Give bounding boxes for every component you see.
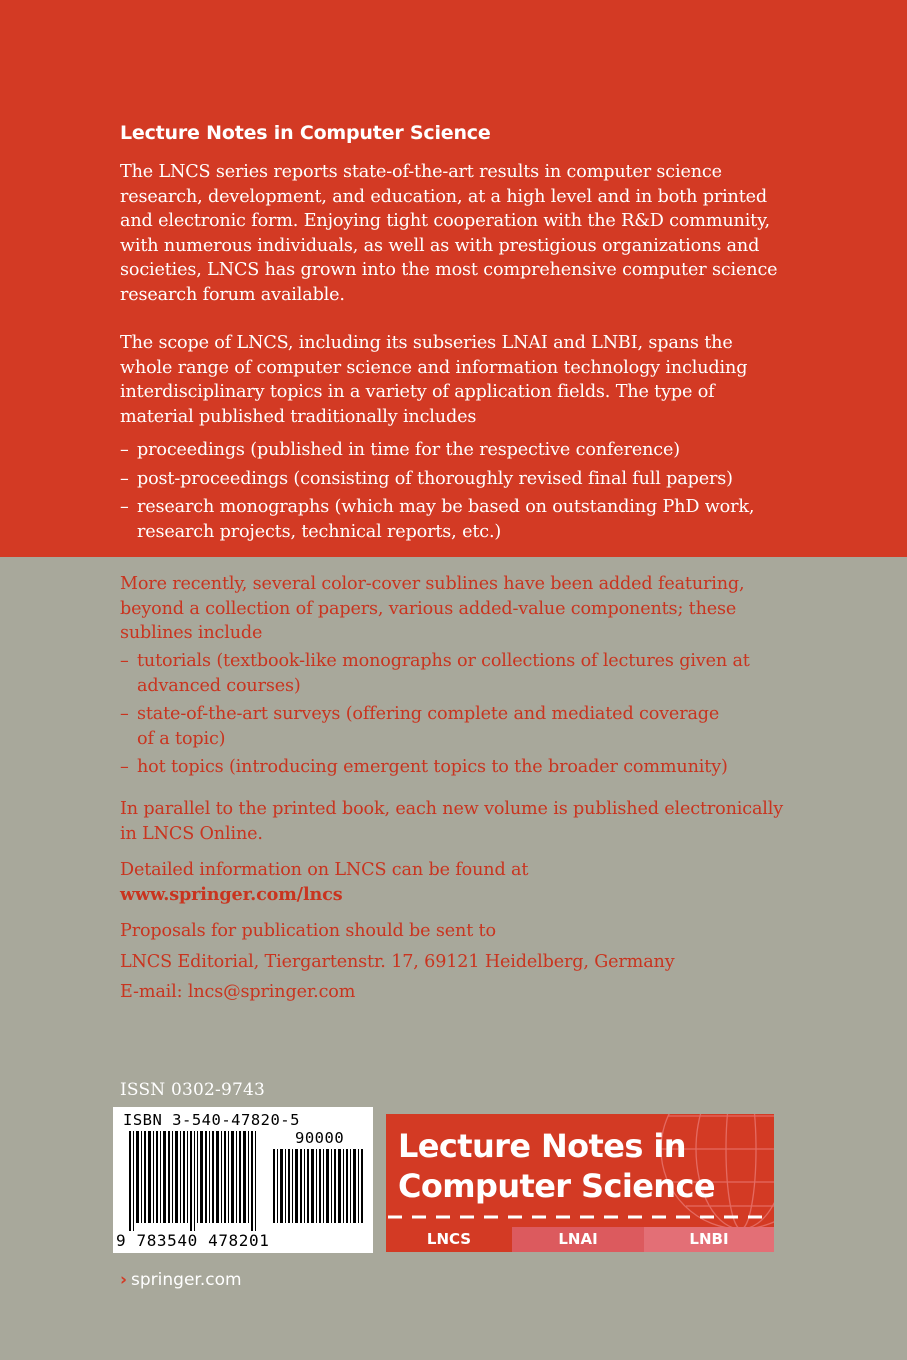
info-paragraph: [120, 858, 800, 907]
text-line: beyond a collection of papers, various added-value components; these: [120, 598, 737, 619]
list-item: – post-proceedings (consisting of thoroughly revised final full papers): [120, 467, 800, 492]
text-line: whole range of computer science and information technology including: [120, 357, 748, 378]
series-heading: Lecture Notes in Computer Science: [120, 122, 491, 144]
editorial-address: LNCS Editorial, Tiergartenstr. 17, 69121 Heidelberg, Germany: [120, 952, 675, 972]
text-line: with numerous individuals, as well as with prestigious organizations and: [120, 235, 760, 256]
list-item: – state-of-the-art surveys (offering complete and mediated coverage of a topic): [120, 702, 800, 751]
lncs-url-link[interactable]: www.springer.com/lncs: [120, 883, 343, 905]
text-line: research forum available.: [120, 284, 345, 305]
text-line: More recently, several color-cover sublines have been added featuring,: [120, 574, 745, 594]
text-line: In parallel to the printed book, each new volume is published electronically: [120, 799, 784, 819]
contact-email: E-mail: lncs@springer.com: [120, 982, 356, 1002]
list-item: – research monographs (which may be based on outstanding PhD work, research projects, technical reports, etc.): [120, 495, 800, 544]
text-line: Detailed information on LNCS can be found at: [120, 860, 529, 880]
series-description: [120, 160, 800, 307]
list-item: – tutorials (textbook-like monographs or collections of lectures given at advanced courses): [120, 649, 800, 698]
text-line: sublines include: [120, 623, 263, 643]
list-item: – hot topics (introducing emergent topics to the broader community): [120, 755, 800, 780]
text-line: societies, LNCS has grown into the most comprehensive computer science: [120, 260, 778, 280]
chevron-right-icon: ›: [120, 1270, 128, 1290]
barcode-addon-number: 90000: [295, 1129, 345, 1147]
proposals-line: Proposals for publication should be sent to: [120, 921, 496, 941]
subline-lnai: LNAI: [512, 1227, 644, 1252]
logo-title: Lecture Notes in Computer Science: [398, 1127, 715, 1205]
logo-dashed-divider: [386, 1215, 774, 1219]
scope-description: [120, 331, 800, 429]
text-line: material published traditionally includes: [120, 406, 477, 427]
subline-lncs: LNCS: [386, 1227, 512, 1252]
sublines-list: [120, 649, 800, 784]
text-line: and electronic form. Enjoying tight cooperation with the R&D community,: [120, 211, 771, 231]
subline-lnbi: LNBI: [644, 1227, 774, 1252]
springer-link[interactable]: › springer.com: [120, 1270, 242, 1290]
lncs-series-logo: [386, 1114, 774, 1252]
issn-number: ISSN 0302-9743: [120, 1080, 266, 1100]
text-line: in LNCS Online.: [120, 823, 263, 844]
text-line: The LNCS series reports state-of-the-art results in computer science: [120, 162, 722, 182]
ean-number: 9 783540 478201: [116, 1231, 270, 1250]
sublines-description: [120, 572, 800, 646]
list-item: – proceedings (published in time for the respective conference): [120, 438, 800, 463]
material-list: [120, 438, 800, 548]
isbn-label: ISBN 3-540-47820-5: [123, 1111, 300, 1129]
text-line: The scope of LNCS, including its subseries LNAI and LNBI, spans the: [120, 333, 733, 353]
text-line: interdisciplinary topics in a variety of application fields. The type of: [120, 382, 715, 402]
isbn-barcode: [113, 1107, 373, 1253]
online-description: [120, 797, 800, 846]
text-line: research, development, and education, at a high level and in both printed: [120, 186, 768, 207]
